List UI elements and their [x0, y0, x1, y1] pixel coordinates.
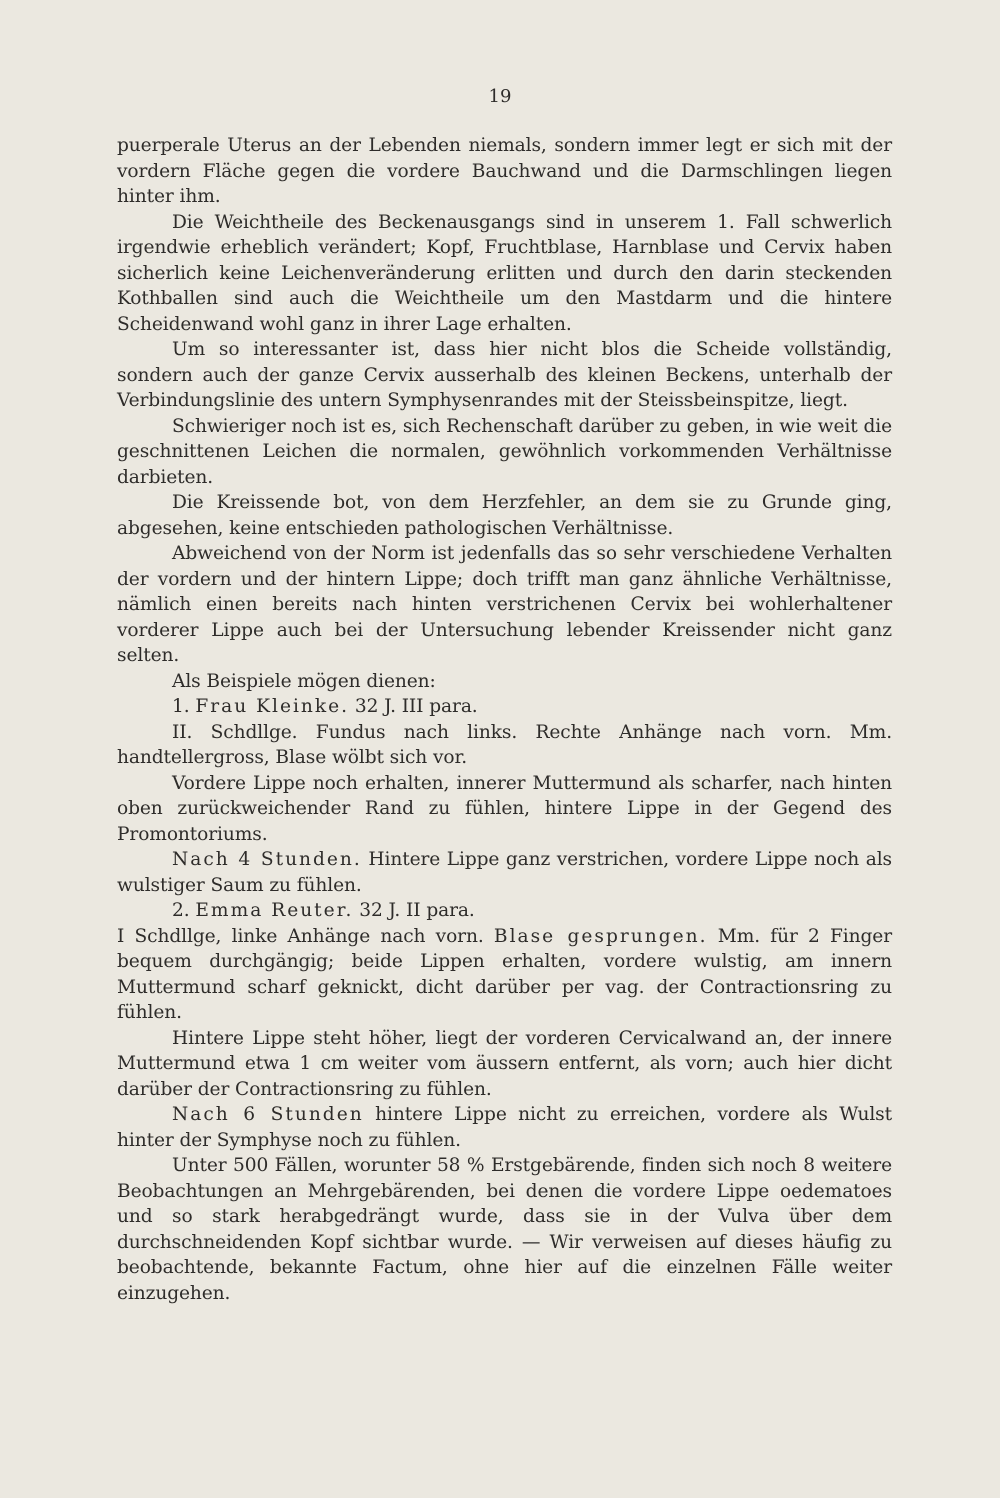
case-2-number: 2.	[172, 900, 190, 921]
case-2-heading	[117, 898, 892, 924]
paragraph-statistics: Unter 500 Fällen, worunter 58 % Erstgebärende, finden sich noch 8 weitere Beobachtungen an Mehrgebärenden, bei denen die vordere Lippe oedematoes und so stark herabgedrängt wurde, dass sie in der Vulva über dem durchschneidenden Kopf sichtbar wurde. — Wir verweisen auf dieses häufig zu beobachtende, bekannte Factum, ohne hier auf die einzelnen Fälle weiter einzugehen.	[117, 1155, 892, 1304]
paragraph-cervix-position: Um so interessanter ist, dass hier nicht blos die Scheide vollständig, sondern auch der ganze Cervix ausserhalb des kleinen Beckens, unterhalb der Verbindungslinie des untern Symphysenrandes mit der Steissbeinspitze, liegt.	[117, 339, 892, 411]
case-1-findings: II. Schdllge. Fundus nach links. Rechte Anhänge nach vorn. Mm. handtellergross, Blase wölbt sich vor.	[117, 721, 892, 768]
case-2-followup-label: Nach 6 Stunden	[172, 1104, 364, 1125]
case-2-findings-spaced: Blase gesprungen.	[493, 925, 708, 947]
case-2-findings-before: I Schdllge, linke Anhänge nach vorn.	[117, 925, 494, 947]
case-1-lip-description: Vordere Lippe noch erhalten, innerer Muttermund als scharfer, nach hinten oben zurückweichender Rand zu fühlen, hintere Lippe in der Gegend des Promontoriums.	[117, 772, 892, 845]
case-2-findings-after: Mm. für 2 Finger bequem durchgängig; beide Lippen erhalten, vordere wulstig, am innern Muttermund scharf geknickt, dicht darüber per vag. der Contractionsring zu fühlen.	[117, 925, 892, 1023]
case-2-findings	[117, 924, 892, 1026]
case-1-followup-text: Hintere Lippe ganz verstrichen, vordere Lippe noch als wulstiger Saum zu fühlen.	[117, 849, 892, 896]
case-2-details: 32 J. II para.	[359, 900, 475, 921]
case-2-lip-description: Hintere Lippe steht höher, liegt der vorderen Cervicalwand an, der innere Muttermund etwa 1 cm weiter vom äussern entfernt, als vorn; auch hier dicht darüber der Contractionsring zu fühlen.	[117, 1027, 892, 1100]
page-number: 19	[488, 86, 512, 107]
body-text	[117, 133, 892, 1306]
paragraph-lip-deviation: Abweichend von der Norm ist jedenfalls das so sehr verschiedene Verhalten der vordern und der hintern Lippe; doch trifft man ganz ähnliche Verhältnisse, nämlich einen bereits nach hinten verstrichenen Cervix bei wohlerhaltener vorderer Lippe auch bei der Untersuchung lebender Kreissender nicht ganz selten.	[117, 543, 892, 666]
case-2-name: Emma Reuter.	[195, 900, 354, 921]
paragraph-soft-tissues: Die Weichtheile des Beckenausgangs sind in unserem 1. Fall schwerlich irgendwie erheblich verändert; Kopf, Fruchtblase, Harnblase und Cervix haben sicherlich keine Leichenveränderung erlitten und durch den darin steckenden Kothballen sind auch die Weichtheile um den Mastdarm und die hintere Scheidenwand wohl ganz in ihrer Lage erhalten.	[117, 211, 892, 335]
case-2-followup	[117, 1102, 892, 1153]
paragraph-normal-conditions: Schwieriger noch ist es, sich Rechenschaft darüber zu geben, in wie weit die geschnittenen Leichen die normalen, gewöhnlich vorkommenden Verhältnisse darbieten.	[117, 415, 892, 488]
case-2-followup-text: hintere Lippe nicht zu erreichen, vordere als Wulst hinter der Symphyse noch zu fühlen.	[117, 1104, 892, 1151]
paragraph-heart-defect: Die Kreissende bot, von dem Herzfehler, an dem sie zu Grunde ging, abgesehen, keine entschieden pathologischen Verhältnisse.	[117, 492, 892, 539]
case-1-number: 1.	[172, 696, 190, 717]
case-1-heading	[117, 694, 892, 720]
case-1-followup	[117, 847, 892, 898]
case-1-followup-label: Nach 4 Stunden.	[172, 849, 362, 870]
paragraph-continuation: puerperale Uterus an der Lebenden niemals, sondern immer legt er sich mit der vordern Fläche gegen die vordere Bauchwand und die Darmschlingen liegen hinter ihm.	[117, 135, 892, 207]
paragraph-examples-intro: Als Beispiele mögen dienen:	[172, 670, 436, 692]
case-1-name: Frau Kleinke.	[195, 696, 350, 717]
case-1-details: 32 J. III para.	[354, 696, 478, 717]
